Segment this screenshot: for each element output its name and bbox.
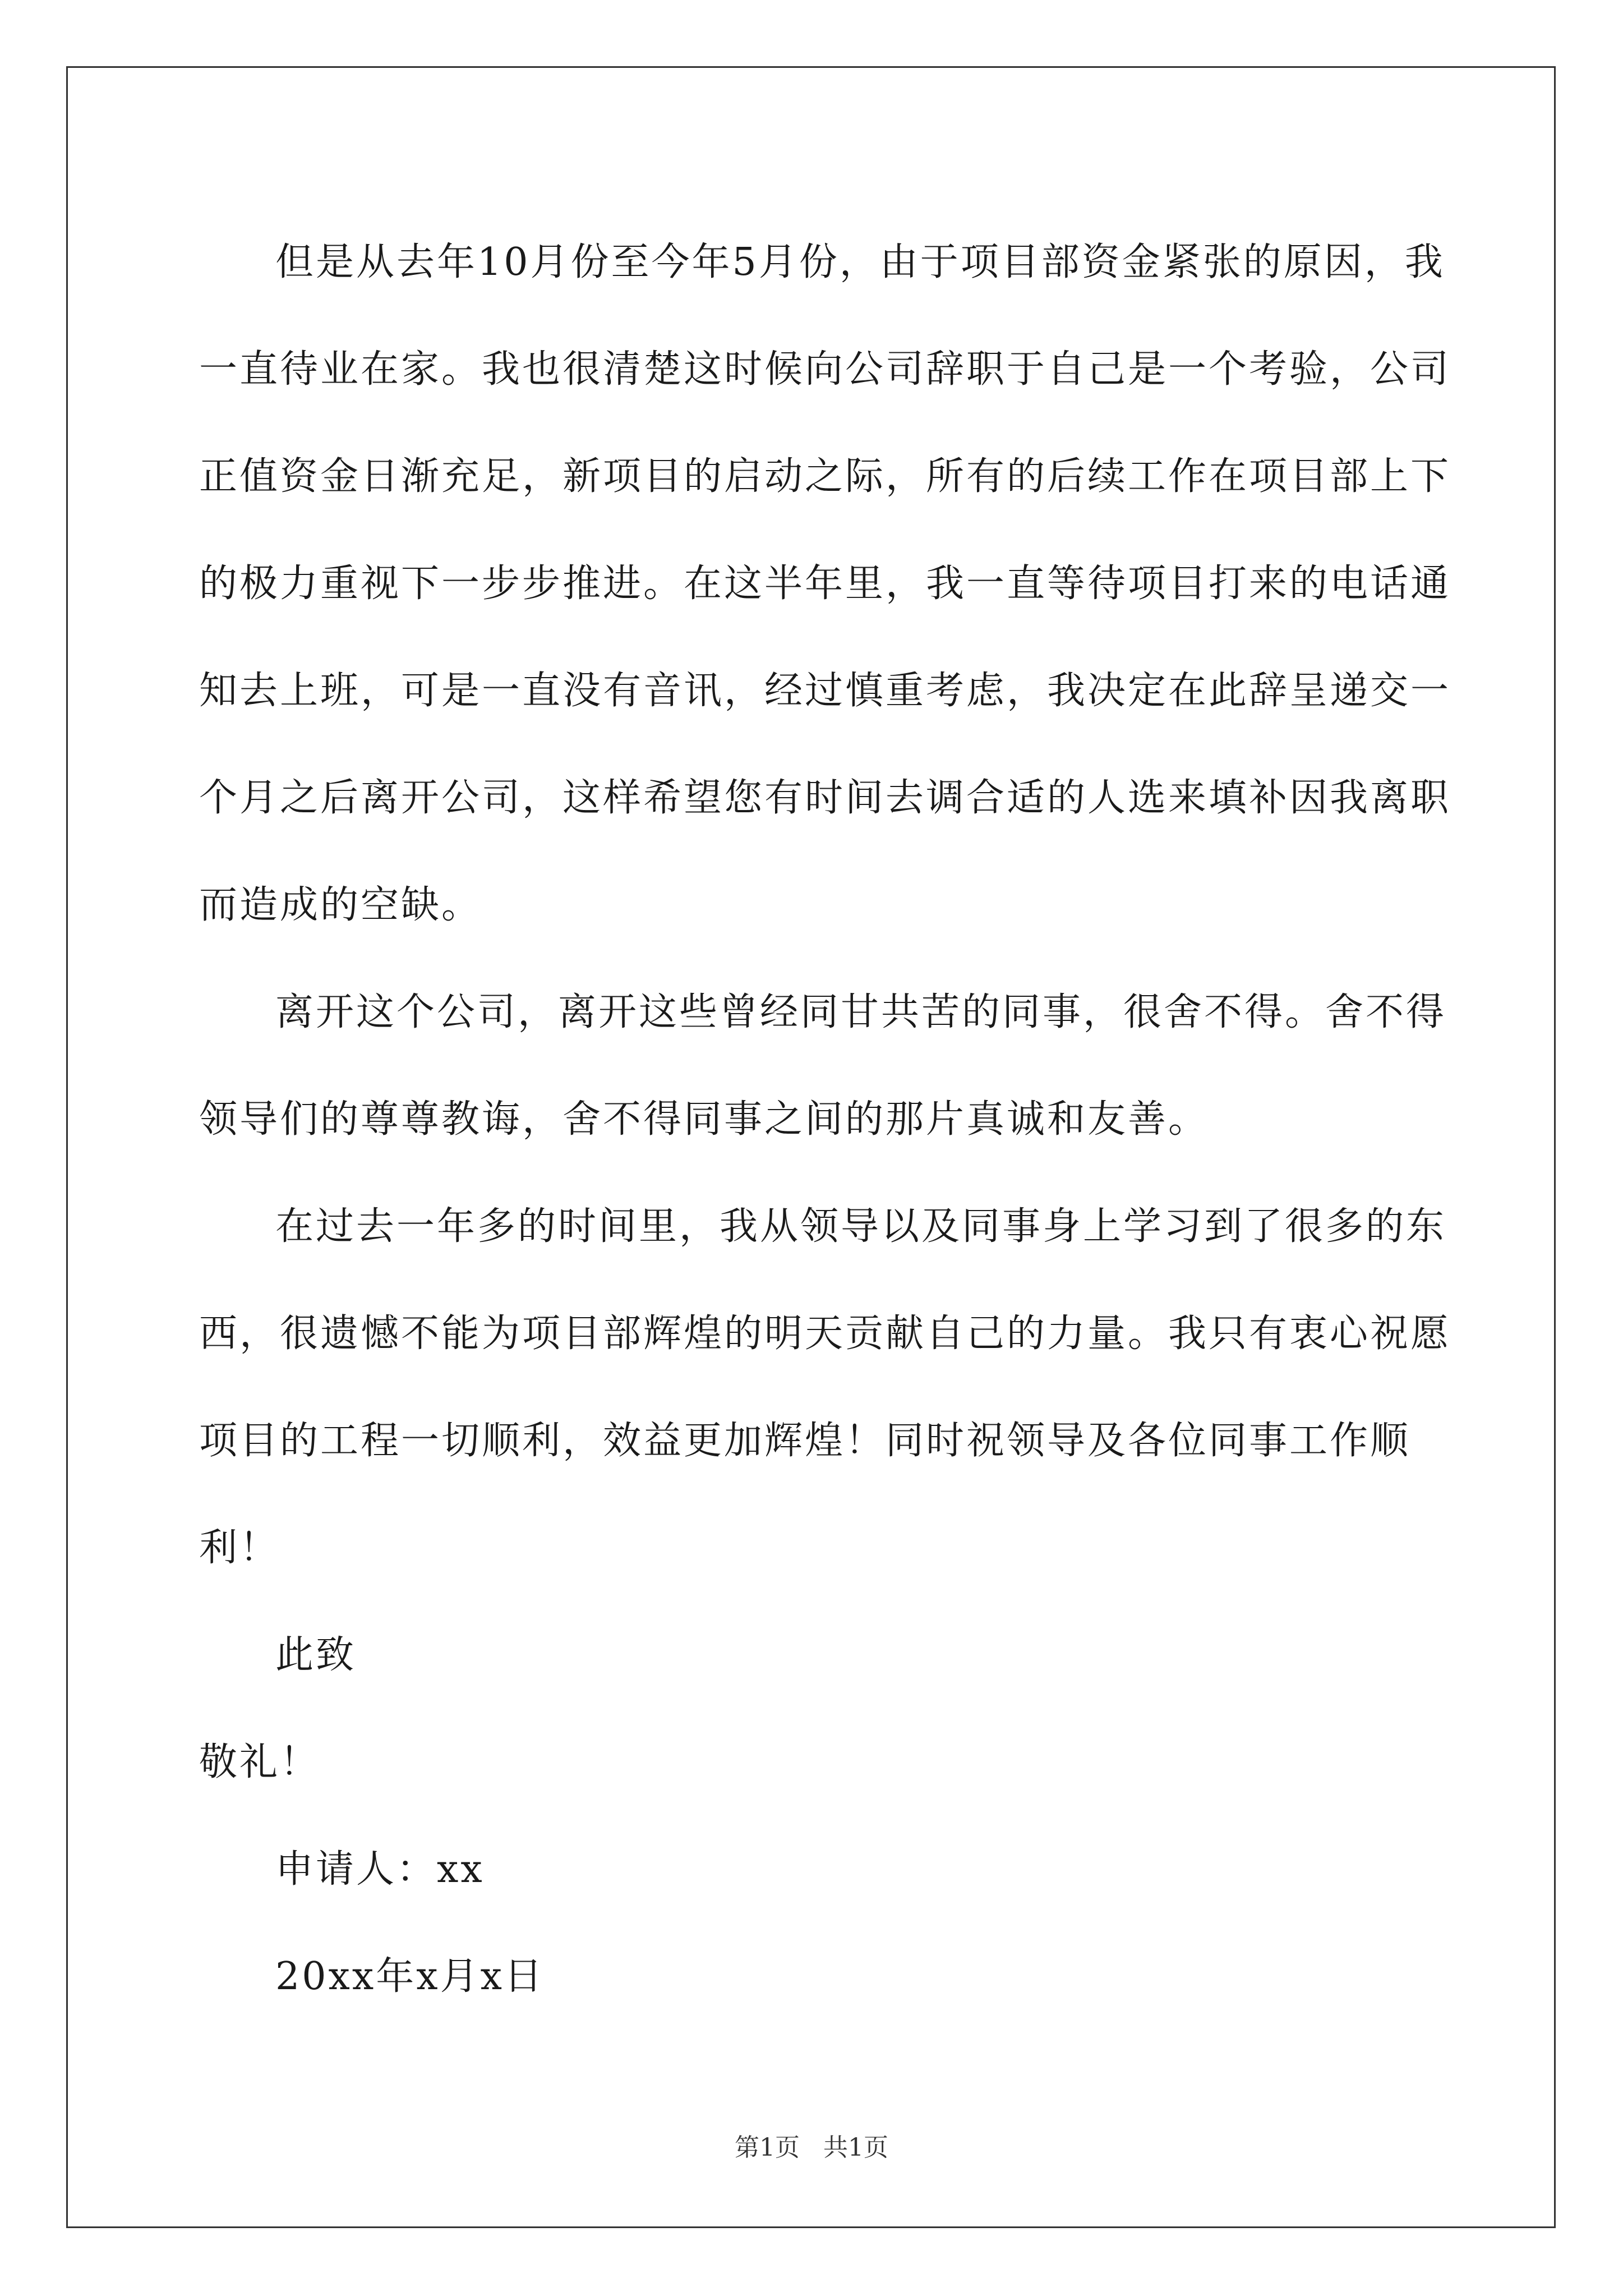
page-number-total: 共1页 [823, 2133, 888, 2162]
date-line: 20xx年x月x日 [275, 1954, 545, 1999]
salute-phrase: 敬礼！ [199, 1740, 321, 1784]
paragraph-2: 离开这个公司，离开这些曾经同甘共苦的同事，很舍不得。舍不得领导们的尊尊教诲，舍不得同事之间的那片真诚和友善。 [199, 990, 1447, 1142]
paragraph-3: 在过去一年多的时间里，我从领导以及同事身上学习到了很多的东西，很遗憾不能为项目部辉煌的明天贡献自己的力量。我只有衷心祝愿项目的工程一切顺利，效益更加辉煌！同时祝领导及各位同事工作顺利！ [199, 1204, 1451, 1570]
paragraph-1: 但是从去年10月份至今年5月份，由于项目部资金紧张的原因，我一直待业在家。我也很清楚这时候向公司辞职于自己是一个考验，公司正值资金日渐充足，新项目的启动之际，所有的后续工作在项目部上下的极力重视下一步步推进。在这半年里，我一直等待项目打来的电话通知去上班，可是一直没有音讯，经过慎重考虑，我决定在此辞呈递交一个月之后离开公司，这样希望您有时间去调合适的人选来填补因我离职而造成的空缺。 [199, 240, 1451, 927]
closing-phrase: 此致 [275, 1633, 357, 1677]
page-footer [0, 2127, 1623, 2163]
document-body [199, 209, 1455, 2030]
page-number-current: 第1页 [735, 2133, 800, 2162]
applicant-line: 申请人：xx [275, 1847, 485, 1892]
